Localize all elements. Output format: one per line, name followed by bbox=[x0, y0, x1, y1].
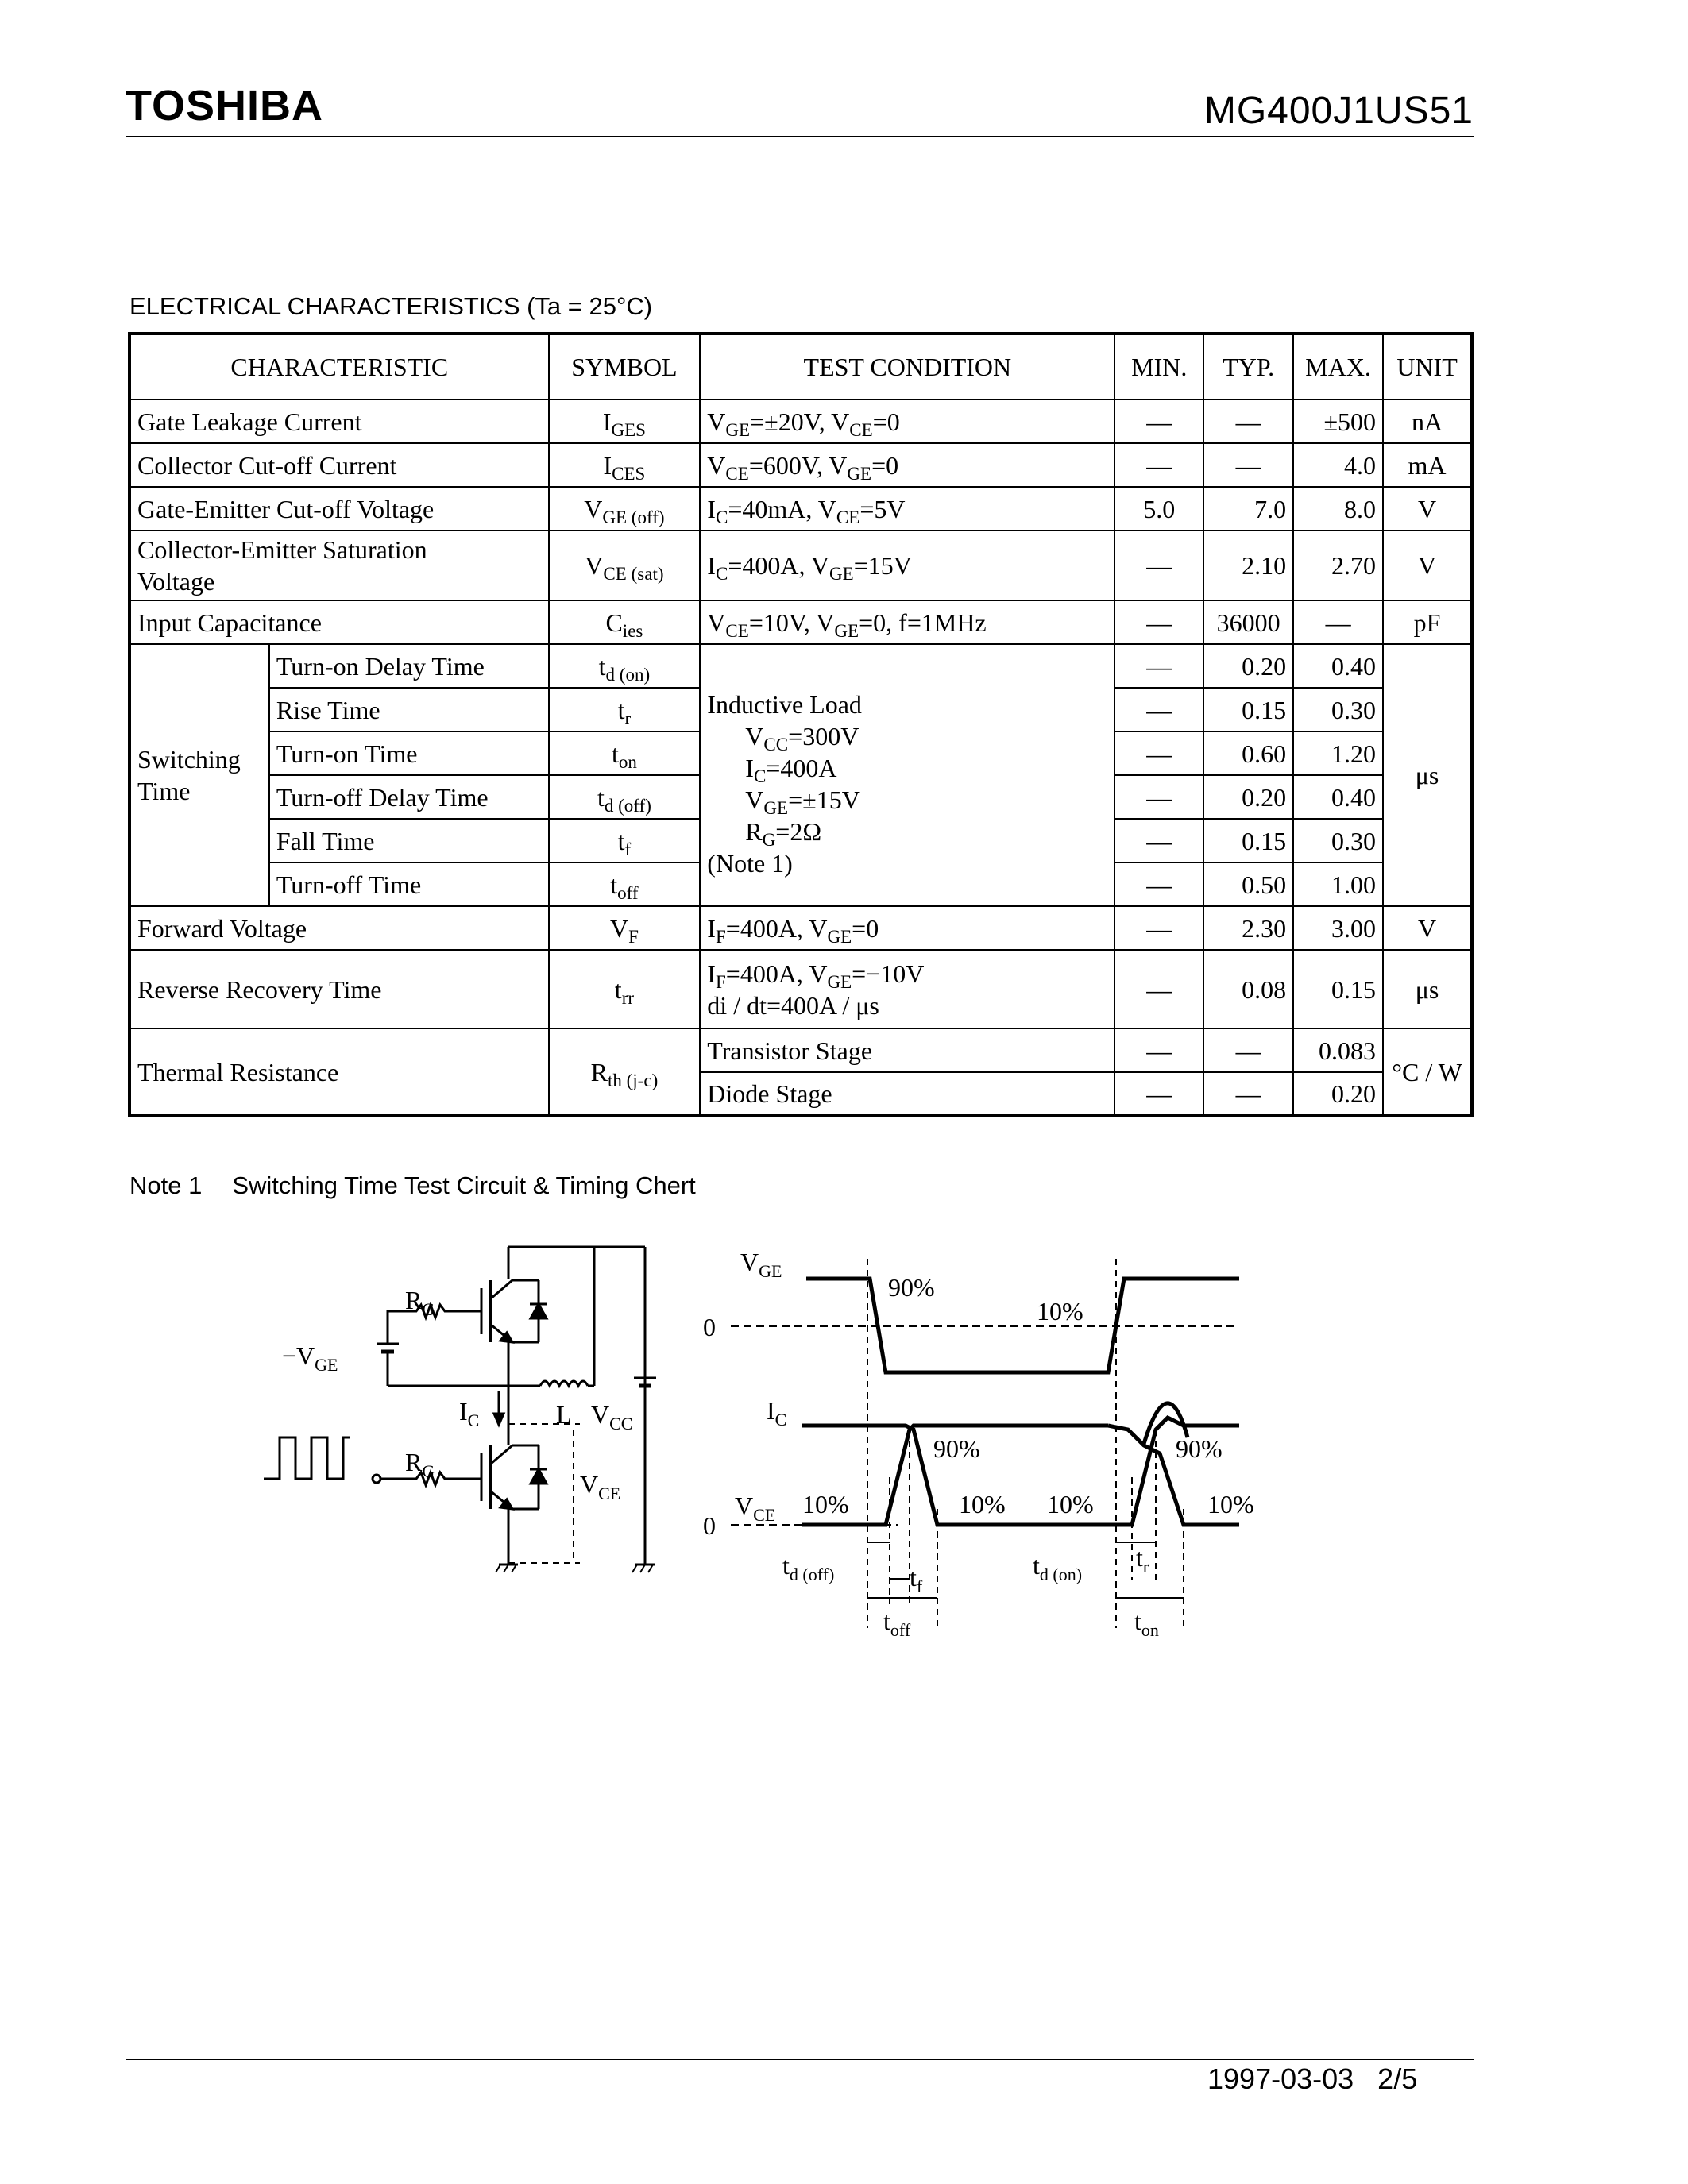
percent-label: 10% bbox=[1047, 1490, 1094, 1518]
typ-value: 0.15 bbox=[1203, 688, 1293, 731]
unit: pF bbox=[1383, 600, 1472, 644]
min-value: — bbox=[1114, 443, 1203, 487]
typ-value: — bbox=[1203, 1028, 1293, 1072]
max-value: 0.40 bbox=[1293, 644, 1383, 688]
diode-bot-icon bbox=[531, 1469, 547, 1484]
percent-label: 10% bbox=[1207, 1490, 1254, 1518]
col-header: TEST CONDITION bbox=[700, 334, 1114, 399]
typ-value: — bbox=[1203, 443, 1293, 487]
vcc-label: $V_{CC}$ bbox=[591, 1400, 633, 1433]
ground-icon bbox=[504, 1565, 508, 1572]
unit: °C / W bbox=[1383, 1028, 1472, 1116]
igbt-top-arrow bbox=[500, 1333, 512, 1342]
max-value: 3.00 bbox=[1293, 906, 1383, 950]
ic-off-waveform bbox=[802, 1426, 1108, 1525]
min-value: — bbox=[1114, 531, 1203, 600]
typ-value: 0.20 bbox=[1203, 775, 1293, 819]
min-value: — bbox=[1114, 862, 1203, 906]
max-value: 0.083 bbox=[1293, 1028, 1383, 1072]
symbol: $V_{CE (sat)}$ bbox=[549, 531, 701, 600]
test-condition: Transistor Stage bbox=[700, 1028, 1114, 1072]
electrical-characteristics-table bbox=[128, 332, 1474, 1117]
max-value: ±500 bbox=[1293, 399, 1383, 443]
table-row bbox=[129, 600, 1472, 644]
max-value: 4.0 bbox=[1293, 443, 1383, 487]
characteristic: Gate-Emitter Cut-off Voltage bbox=[129, 487, 549, 531]
min-value: 5.0 bbox=[1114, 487, 1203, 531]
vce-off-waveform bbox=[802, 1426, 1108, 1525]
characteristic: Turn-on Delay Time bbox=[269, 644, 549, 688]
ground-icon bbox=[632, 1565, 637, 1572]
min-value: — bbox=[1114, 950, 1203, 1028]
ground-icon bbox=[648, 1565, 653, 1572]
toff-label: $t_{off}$ bbox=[883, 1607, 911, 1640]
vce-label: $V_{CE}$ bbox=[580, 1470, 621, 1503]
igbt-top-collector bbox=[491, 1280, 512, 1298]
characteristic: Turn-off Delay Time bbox=[269, 775, 549, 819]
rg-bot-label: $R_G$ bbox=[405, 1448, 435, 1481]
ton-label: $t_{on}$ bbox=[1134, 1607, 1159, 1640]
typ-value: — bbox=[1203, 399, 1293, 443]
vce-axis-label: $V_{CE}$ bbox=[735, 1491, 776, 1525]
group-label: Switching Time bbox=[129, 644, 269, 906]
inductor-label: L bbox=[556, 1400, 572, 1429]
td-on-label: $t_{d (on)}$ bbox=[1033, 1551, 1083, 1584]
characteristic: Fall Time bbox=[269, 819, 549, 862]
tr-label: $t_r$ bbox=[1136, 1543, 1149, 1576]
characteristic: Turn-on Time bbox=[269, 731, 549, 775]
typ-value: 0.15 bbox=[1203, 819, 1293, 862]
col-header: UNIT bbox=[1383, 334, 1472, 399]
zero-label: 0 bbox=[703, 1313, 716, 1341]
col-header: TYP. bbox=[1203, 334, 1293, 399]
rg-top-label: $R_G$ bbox=[405, 1286, 435, 1319]
test-condition: $V_{GE}=\pm 20V$, $V_{CE}=0$ bbox=[700, 399, 1114, 443]
max-value: 0.15 bbox=[1293, 950, 1383, 1028]
table-row bbox=[129, 531, 1472, 600]
vge-waveform bbox=[806, 1279, 1239, 1372]
characteristic: Thermal Resistance bbox=[129, 1028, 549, 1116]
col-header: MAX. bbox=[1293, 334, 1383, 399]
symbol: $t_{off}$ bbox=[549, 862, 701, 906]
min-value: — bbox=[1114, 600, 1203, 644]
gate-resistor-bot bbox=[380, 1472, 481, 1485]
inductor-icon bbox=[540, 1381, 588, 1386]
max-value: 0.40 bbox=[1293, 775, 1383, 819]
zero-label: 0 bbox=[703, 1511, 716, 1540]
test-condition: $V_{CE}=600V$, $V_{GE}=0$ bbox=[700, 443, 1114, 487]
test-condition: $I_C=400A$, $V_{GE}=15V$ bbox=[700, 531, 1114, 600]
igbt-bot-arrow bbox=[500, 1499, 512, 1509]
page-number: 2/5 bbox=[1377, 2062, 1418, 2095]
unit: μs bbox=[1383, 950, 1472, 1028]
min-value: — bbox=[1114, 688, 1203, 731]
max-value: 1.00 bbox=[1293, 862, 1383, 906]
vge-axis-label: $V_{GE}$ bbox=[740, 1248, 782, 1281]
min-value: — bbox=[1114, 1028, 1203, 1072]
characteristic: Reverse Recovery Time bbox=[129, 950, 549, 1028]
symbol: $t_{on}$ bbox=[549, 731, 701, 775]
max-value: 0.20 bbox=[1293, 1072, 1383, 1116]
ic-arrow-head bbox=[494, 1414, 504, 1425]
footer bbox=[1207, 2062, 1418, 2095]
typ-value: 2.30 bbox=[1203, 906, 1293, 950]
footer-rule bbox=[126, 2059, 1474, 2060]
test-condition: $I_C=40mA$, $V_{CE}=5V$ bbox=[700, 487, 1114, 531]
note-title: Switching Time Test Circuit & Timing Chert bbox=[232, 1171, 696, 1199]
vce-on-waveform bbox=[1108, 1418, 1239, 1525]
diode-top-icon bbox=[531, 1304, 547, 1318]
ic-overshoot bbox=[1144, 1403, 1188, 1444]
min-value: — bbox=[1114, 731, 1203, 775]
gate-resistor-top bbox=[388, 1305, 481, 1344]
table-row bbox=[129, 487, 1472, 531]
footer-date: 1997-03-03 bbox=[1207, 2062, 1354, 2095]
symbol: $I_{CES}$ bbox=[549, 443, 701, 487]
characteristic: Input Capacitance bbox=[129, 600, 549, 644]
typ-value: 0.20 bbox=[1203, 644, 1293, 688]
characteristic: Gate Leakage Current bbox=[129, 399, 549, 443]
max-value: 2.70 bbox=[1293, 531, 1383, 600]
ground-icon bbox=[496, 1565, 500, 1572]
brand-logo: TOSHIBA bbox=[126, 82, 324, 129]
min-value: — bbox=[1114, 1072, 1203, 1116]
ic-label: $I_C$ bbox=[459, 1397, 480, 1430]
igbt-top-emitter bbox=[491, 1325, 512, 1342]
table-row bbox=[129, 1028, 1472, 1072]
pulse-waveform-icon bbox=[264, 1437, 350, 1479]
col-header: MIN. bbox=[1114, 334, 1203, 399]
ic-on-waveform bbox=[1108, 1426, 1239, 1525]
test-condition: $I_F=400A$, $V_{GE}=0$ bbox=[700, 906, 1114, 950]
characteristic: Forward Voltage bbox=[129, 906, 549, 950]
timing-chart bbox=[731, 1259, 1239, 1628]
percent-label: 90% bbox=[1176, 1434, 1223, 1463]
max-value: 8.0 bbox=[1293, 487, 1383, 531]
ground-icon bbox=[512, 1565, 516, 1572]
percent-label: 90% bbox=[888, 1273, 935, 1302]
test-condition: Diode Stage bbox=[700, 1072, 1114, 1116]
symbol: $V_F$ bbox=[549, 906, 701, 950]
unit: V bbox=[1383, 531, 1472, 600]
typ-value: 0.60 bbox=[1203, 731, 1293, 775]
typ-value: 0.08 bbox=[1203, 950, 1293, 1028]
typ-value: — bbox=[1203, 1072, 1293, 1116]
col-header: CHARACTERISTIC bbox=[129, 334, 549, 399]
symbol: $R_{th (j-c)}$ bbox=[549, 1028, 701, 1116]
td-off-label: $t_{d (off)}$ bbox=[782, 1551, 835, 1584]
table-row bbox=[129, 644, 1472, 688]
min-value: — bbox=[1114, 399, 1203, 443]
symbol: $t_f$ bbox=[549, 819, 701, 862]
note-label: Note 1 bbox=[129, 1171, 203, 1199]
ic-axis-label: $I_C$ bbox=[767, 1396, 787, 1430]
col-header: SYMBOL bbox=[549, 334, 701, 399]
typ-value: 2.10 bbox=[1203, 531, 1293, 600]
symbol: $t_{rr}$ bbox=[549, 950, 701, 1028]
tf-label: $t_f$ bbox=[910, 1563, 923, 1596]
min-value: — bbox=[1114, 775, 1203, 819]
vge-source-label: $-V_{GE}$ bbox=[282, 1341, 338, 1375]
unit: V bbox=[1383, 906, 1472, 950]
test-circuit bbox=[264, 1247, 656, 1572]
gate-terminal bbox=[373, 1475, 380, 1483]
symbol: $t_{d (off)}$ bbox=[549, 775, 701, 819]
test-condition: $V_{CE}=10V$, $V_{GE}=0$, f=1MHz bbox=[700, 600, 1114, 644]
igbt-bot-collector bbox=[491, 1445, 512, 1464]
symbol: $t_{d (on)}$ bbox=[549, 644, 701, 688]
typ-value: 36000 bbox=[1203, 600, 1293, 644]
min-value: — bbox=[1114, 644, 1203, 688]
table-row bbox=[129, 950, 1472, 1028]
min-value: — bbox=[1114, 819, 1203, 862]
typ-value: 0.50 bbox=[1203, 862, 1293, 906]
min-value: — bbox=[1114, 906, 1203, 950]
table-row bbox=[129, 906, 1472, 950]
percent-label: 10% bbox=[1037, 1297, 1083, 1325]
symbol: $I_{GES}$ bbox=[549, 399, 701, 443]
unit: mA bbox=[1383, 443, 1472, 487]
table-row bbox=[129, 399, 1472, 443]
characteristic: Collector-Emitter Saturation Voltage bbox=[129, 531, 549, 600]
symbol: $V_{GE (off)}$ bbox=[549, 487, 701, 531]
percent-label: 10% bbox=[802, 1490, 849, 1518]
igbt-bot-emitter bbox=[491, 1491, 512, 1509]
switching-condition: Inductive Load $V_{CC}=300V$ $I_C=400A$ $V_{GE}=\pm 15V$ $R_G=2\Omega$ (Note 1) bbox=[700, 644, 1114, 906]
percent-label: 10% bbox=[959, 1490, 1006, 1518]
unit: μs bbox=[1383, 644, 1472, 906]
unit: V bbox=[1383, 487, 1472, 531]
characteristic: Collector Cut-off Current bbox=[129, 443, 549, 487]
ground-icon bbox=[640, 1565, 645, 1572]
symbol: $C_{ies}$ bbox=[549, 600, 701, 644]
note-heading bbox=[129, 1173, 696, 1198]
characteristic: Rise Time bbox=[269, 688, 549, 731]
test-condition: $I_F=400A$, $V_{GE}=-10V$ di / dt=400A / μs bbox=[700, 950, 1114, 1028]
section-title: ELECTRICAL CHARACTERISTICS (Ta = 25°C) bbox=[129, 292, 653, 320]
header-rule bbox=[126, 136, 1474, 137]
symbol: $t_r$ bbox=[549, 688, 701, 731]
max-value: — bbox=[1293, 600, 1383, 644]
characteristic: Turn-off Time bbox=[269, 862, 549, 906]
max-value: 0.30 bbox=[1293, 688, 1383, 731]
part-number: MG400J1US51 bbox=[1203, 90, 1474, 132]
max-value: 0.30 bbox=[1293, 819, 1383, 862]
percent-label: 90% bbox=[933, 1434, 980, 1463]
typ-value: 7.0 bbox=[1203, 487, 1293, 531]
max-value: 1.20 bbox=[1293, 731, 1383, 775]
unit: nA bbox=[1383, 399, 1472, 443]
table-header-row bbox=[129, 334, 1472, 399]
table-row bbox=[129, 443, 1472, 487]
